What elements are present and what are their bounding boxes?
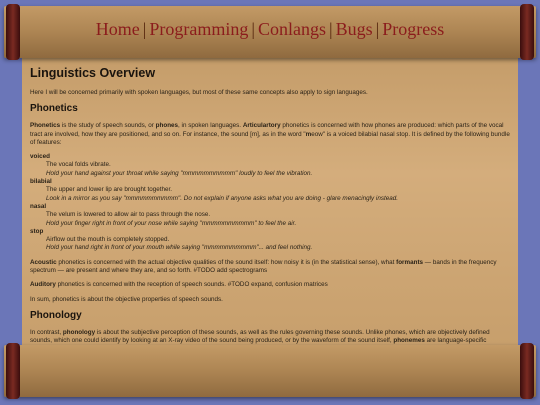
feature-description: The vocal folds vibrate. bbox=[46, 161, 111, 169]
section-heading-phonology: Phonology bbox=[30, 309, 82, 321]
scroll-knob-bottom-right bbox=[520, 343, 534, 399]
phonetics-paragraph-auditory: Auditory phonetics is concerned with the reception of speech sounds. #TODO expand, confusion matrices bbox=[30, 281, 328, 289]
feature-term: voiced bbox=[30, 153, 50, 161]
feature-example: Look in a mirror as you say "mmmmmmmmmm". Do not explain if anyone asks what you are doing - glare menacingly instead. bbox=[46, 194, 398, 202]
content-area[interactable] bbox=[22, 58, 518, 346]
feature-example: Hold your hand right in front of your mouth while saying "mmmmmmmmmm"... and feel nothing. bbox=[46, 244, 313, 252]
phonetics-paragraph-acoustic: Acoustic phonetics is concerned with the actual objective qualities of the sound itself: how noisy it is (in the statistical sense), what formants — bands in the frequency spectrum — are present and where they are, and so forth. #TODO add spectrograms bbox=[30, 258, 497, 275]
feature-example: Hold your finger right in front of your nose while saying "mmmmmmmmmm" to feel the air. bbox=[46, 219, 297, 227]
feature-example: Hold your hand against your throat while saying "mmmmmmmmmm" loudly to feel the vibration. bbox=[46, 169, 313, 177]
feature-term: bilabial bbox=[30, 178, 52, 186]
nav-link-bugs[interactable]: Bugs bbox=[335, 19, 373, 39]
scroll-knob-bottom-left bbox=[6, 343, 20, 399]
nav-separator: | bbox=[142, 19, 147, 39]
nav-separator: | bbox=[329, 19, 333, 39]
phonetics-summary: In sum, phonetics is about the objective properties of speech sounds. bbox=[30, 295, 223, 303]
feature-description: Airflow out the mouth is completely stopped. bbox=[46, 236, 170, 244]
nav-link-home[interactable]: Home bbox=[95, 19, 140, 39]
feature-description: The upper and lower lip are brought together. bbox=[46, 186, 173, 194]
nav-separator: | bbox=[375, 19, 380, 39]
nav-link-programming[interactable]: Programming bbox=[149, 19, 249, 39]
nav-link-progress[interactable]: Progress bbox=[382, 19, 445, 39]
scroll-bottom-rod bbox=[4, 345, 536, 397]
feature-term: nasal bbox=[30, 202, 47, 210]
phonetics-paragraph-1: Phonetics is the study of speech sounds, or phones, in spoken languages. Articulartory phonetics is concerned with how phones are produced: which parts of the vocal tract are involved, how they are positioned, and so on. For instance, the sound [m], as in the word "meow" is a voiced bilabial nasal stop. It is defined by the following bundle of features: bbox=[30, 122, 510, 146]
page-title: Linguistics Overview bbox=[30, 66, 156, 80]
phonology-paragraph-1: In contrast, phonology is about the subjective perception of these sounds, as well as the rules governing these sounds. Unlike phones, which are objectively defined sounds, which one could identify by looking at an X-ray video of the sound being produced, or by the waveform of the sound itself, phonemes are language-specific bbox=[30, 328, 490, 345]
nav-separator: | bbox=[251, 19, 255, 39]
scroll-top-rod bbox=[4, 6, 536, 58]
top-nav bbox=[4, 19, 536, 40]
feature-description: The velum is lowered to allow air to pass through the nose. bbox=[46, 211, 211, 219]
feature-list bbox=[30, 153, 510, 253]
intro-paragraph: Here I will be concerned primarily with spoken languages, but most of these same concepts also apply to sign languages. bbox=[30, 89, 368, 96]
nav-link-conlangs[interactable]: Conlangs bbox=[257, 19, 326, 39]
section-heading-phonetics: Phonetics bbox=[30, 103, 78, 115]
feature-term: stop bbox=[30, 227, 44, 235]
